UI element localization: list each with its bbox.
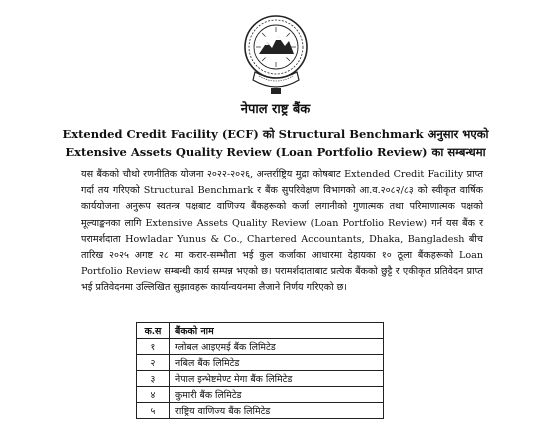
row-bank-name: नेपाल इन्भेष्टमेण्ट मेगा बैंक लिमिटेड [170, 371, 384, 387]
row-serial: १ [137, 339, 170, 355]
bank-list-table [136, 322, 384, 419]
row-bank-name: ग्लोबल आइएमई बैंक लिमिटेड [170, 339, 384, 355]
table-row [137, 387, 384, 403]
notice-title-line-2: Extensive Assets Quality Review (Loan Portfolio Review) का सम्बन्धमा [65, 145, 486, 159]
table-row [137, 339, 384, 355]
row-serial: ५ [137, 403, 170, 419]
table-row [137, 403, 384, 419]
row-bank-name: राष्ट्रिय वाणिज्य बैंक लिमिटेड [170, 403, 384, 419]
notice-title-line-1: Extended Credit Facility (ECF) को Structural Benchmark अनुसार भएको [62, 127, 489, 141]
column-header-bank-name: बैंकको नाम [170, 323, 384, 339]
row-serial: ४ [137, 387, 170, 403]
org-name: नेपाल राष्ट्र बैंक [240, 102, 311, 117]
row-serial: २ [137, 355, 170, 371]
table-row [137, 355, 384, 371]
table-row [137, 371, 384, 387]
nrb-emblem-logo [243, 14, 309, 98]
row-bank-name: नबिल बैंक लिमिटेड [170, 355, 384, 371]
column-header-serial: क.स [137, 323, 170, 339]
table-header-row [137, 323, 384, 339]
row-bank-name: कुमारी बैंक लिमिटेड [170, 387, 384, 403]
notice-paragraph: यस बैंकको चौथो रणनीतिक योजना २०२२-२०२६, अन्तर्राष्ट्रिय मुद्रा कोषबाट Extended Credit Facility प्राप्त गर्दा तय गरिएको Structural Benchmark र बैंक सुपरिवेक्षण विभागको आ.व.२०८२/८३ को स्वीकृत वार्षिक कार्ययोजना अनुरूप स्वतन्त्र पक्षबाट वाणिज्य बैंकहरूको कर्जा लगानीको गुणात्मक तथा परिमाणात्मक पक्षको मूल्याङ्कनका लागि Extensive Assets Quality Review (Loan Portfolio Review) गर्न यस बैंक र परामर्शदाता Howladar Yunus & Co., Chartered Accountants, Dhaka, Bangladesh बीच तारिख २०२५ अगष्ट २८ मा करार-सम्भौता भई कुल कर्जाका आधारमा देहायका १० ठूला बैंकहरूको Loan Portfolio Review सम्बन्धी कार्य सम्पन्न भएको छ। परामर्शदाताबाट प्रत्येक बैंकको छुट्टै र एकीकृत प्रतिवेदन प्राप्त भई प्रतिवेदनमा उल्लिखित सुझावहरू कार्यान्वयनमा लैजाने निर्णय गरिएको छ। [81, 169, 483, 294]
row-serial: ३ [137, 371, 170, 387]
